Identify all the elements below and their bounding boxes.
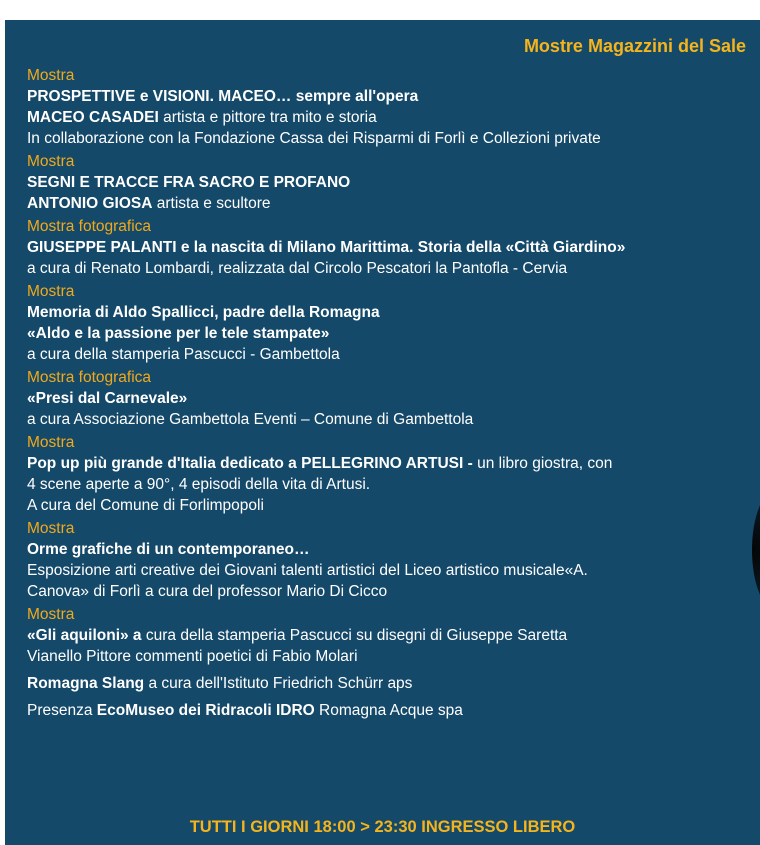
line-bold-text: «Gli aquiloni» a xyxy=(27,627,142,644)
line-bold-text: PROSPETTIVE e VISIONI. MACEO… sempre all'opera xyxy=(27,88,419,105)
exhibition-line xyxy=(27,646,752,667)
exhibition-entry xyxy=(27,433,752,516)
exhibition-line xyxy=(27,474,752,495)
opening-hours: TUTTI I GIORNI 18:00 > 23:30 INGRESSO LIBERO xyxy=(189,818,576,836)
exhibition-category: Mostra fotografica xyxy=(27,369,152,386)
line-bold-text: Pop up più grande d'Italia dedicato a PELLEGRINO ARTUSI - xyxy=(27,455,473,472)
exhibition-line xyxy=(27,453,752,474)
exhibition-line xyxy=(27,172,752,193)
exhibition-line xyxy=(27,193,752,214)
exhibition-entry xyxy=(27,152,752,214)
line-bold-text: ANTONIO GIOSA xyxy=(27,195,153,212)
exhibition-entry xyxy=(27,368,752,430)
line-text: a cura di Renato Lombardi, realizzata dal Circolo Pescatori la Pantofla - Cervia xyxy=(27,260,568,277)
line-text: cura della stamperia Pascucci su disegni di Giuseppe Saretta xyxy=(141,627,568,644)
extra-rest-text: Romagna Acque spa xyxy=(314,702,463,719)
exhibition-category: Mostra xyxy=(27,520,75,537)
exhibition-line xyxy=(27,495,752,516)
exhibition-category: Mostra xyxy=(27,67,75,84)
exhibition-line xyxy=(27,388,752,409)
line-text: a cura Associazione Gambettola Eventi – Comune di Gambettola xyxy=(27,411,474,428)
line-text: un libro giostra, con xyxy=(472,455,613,472)
exhibition-line xyxy=(27,237,752,258)
exhibition-line xyxy=(27,409,752,430)
exhibition-line xyxy=(27,258,752,279)
exhibition-line xyxy=(27,86,752,107)
line-text: Canova» di Forlì a cura del professor Mario Di Cicco xyxy=(27,583,388,600)
extra-bold-text: Romagna Slang xyxy=(27,675,145,692)
line-text: In collaborazione con la Fondazione Cassa dei Risparmi di Forlì e Collezioni private xyxy=(27,130,601,147)
line-bold-text: GIUSEPPE PALANTI e la nascita di Milano Marittima. Storia della «Città Giardino» xyxy=(27,239,626,256)
exhibition-line xyxy=(27,581,752,602)
exhibition-line xyxy=(27,344,752,365)
exhibition-entry xyxy=(27,519,752,602)
extra-pre-text: Presenza xyxy=(27,702,97,719)
extra-rest-text: a cura dell'Istituto Friedrich Schürr aps xyxy=(144,675,413,692)
line-text: a cura della stamperia Pascucci - Gambettola xyxy=(27,346,340,363)
exhibition-line xyxy=(27,539,752,560)
event-panel xyxy=(5,20,760,845)
extra-info-line xyxy=(27,700,752,721)
line-bold-text: «Aldo e la passione per le tele stampate» xyxy=(27,325,330,342)
line-text: 4 scene aperte a 90°, 4 episodi della vita di Artusi. xyxy=(27,476,371,493)
exhibition-line xyxy=(27,128,752,149)
exhibition-line xyxy=(27,302,752,323)
exhibition-line xyxy=(27,625,752,646)
line-text: Esposizione arti creative dei Giovani talenti artistici del Liceo artistico musicale«A. xyxy=(27,562,588,579)
exhibition-category: Mostra xyxy=(27,606,75,623)
line-bold-text: SEGNI E TRACCE FRA SACRO E PROFANO xyxy=(27,174,351,191)
exhibition-entry xyxy=(27,282,752,365)
exhibition-entry xyxy=(27,605,752,667)
line-text: artista e scultore xyxy=(152,195,271,212)
exhibition-line xyxy=(27,560,752,581)
decorative-shadow xyxy=(752,490,760,610)
exhibition-entry xyxy=(27,217,752,279)
line-bold-text: Memoria di Aldo Spallicci, padre della Romagna xyxy=(27,304,380,321)
exhibition-category: Mostra fotografica xyxy=(27,218,152,235)
exhibition-category: Mostra xyxy=(27,153,75,170)
line-bold-text: Orme grafiche di un contemporaneo… xyxy=(27,541,310,558)
exhibition-entry xyxy=(27,66,752,149)
line-text: A cura del Comune di Forlimpopoli xyxy=(27,497,264,514)
exhibition-line xyxy=(27,323,752,344)
exhibition-list xyxy=(27,66,752,721)
panel-title: Mostre Magazzini del Sale xyxy=(523,36,746,56)
line-bold-text: MACEO CASADEI xyxy=(27,109,159,126)
line-text: artista e pittore tra mito e storia xyxy=(158,109,377,126)
extra-info-line xyxy=(27,673,752,694)
line-text: Vianello Pittore commenti poetici di Fabio Molari xyxy=(27,648,358,665)
line-bold-text: «Presi dal Carnevale» xyxy=(27,390,188,407)
exhibition-line xyxy=(27,107,752,128)
exhibition-category: Mostra xyxy=(27,434,75,451)
extra-bold-text: EcoMuseo dei Ridracoli IDRO xyxy=(96,702,315,719)
exhibition-category: Mostra xyxy=(27,283,75,300)
